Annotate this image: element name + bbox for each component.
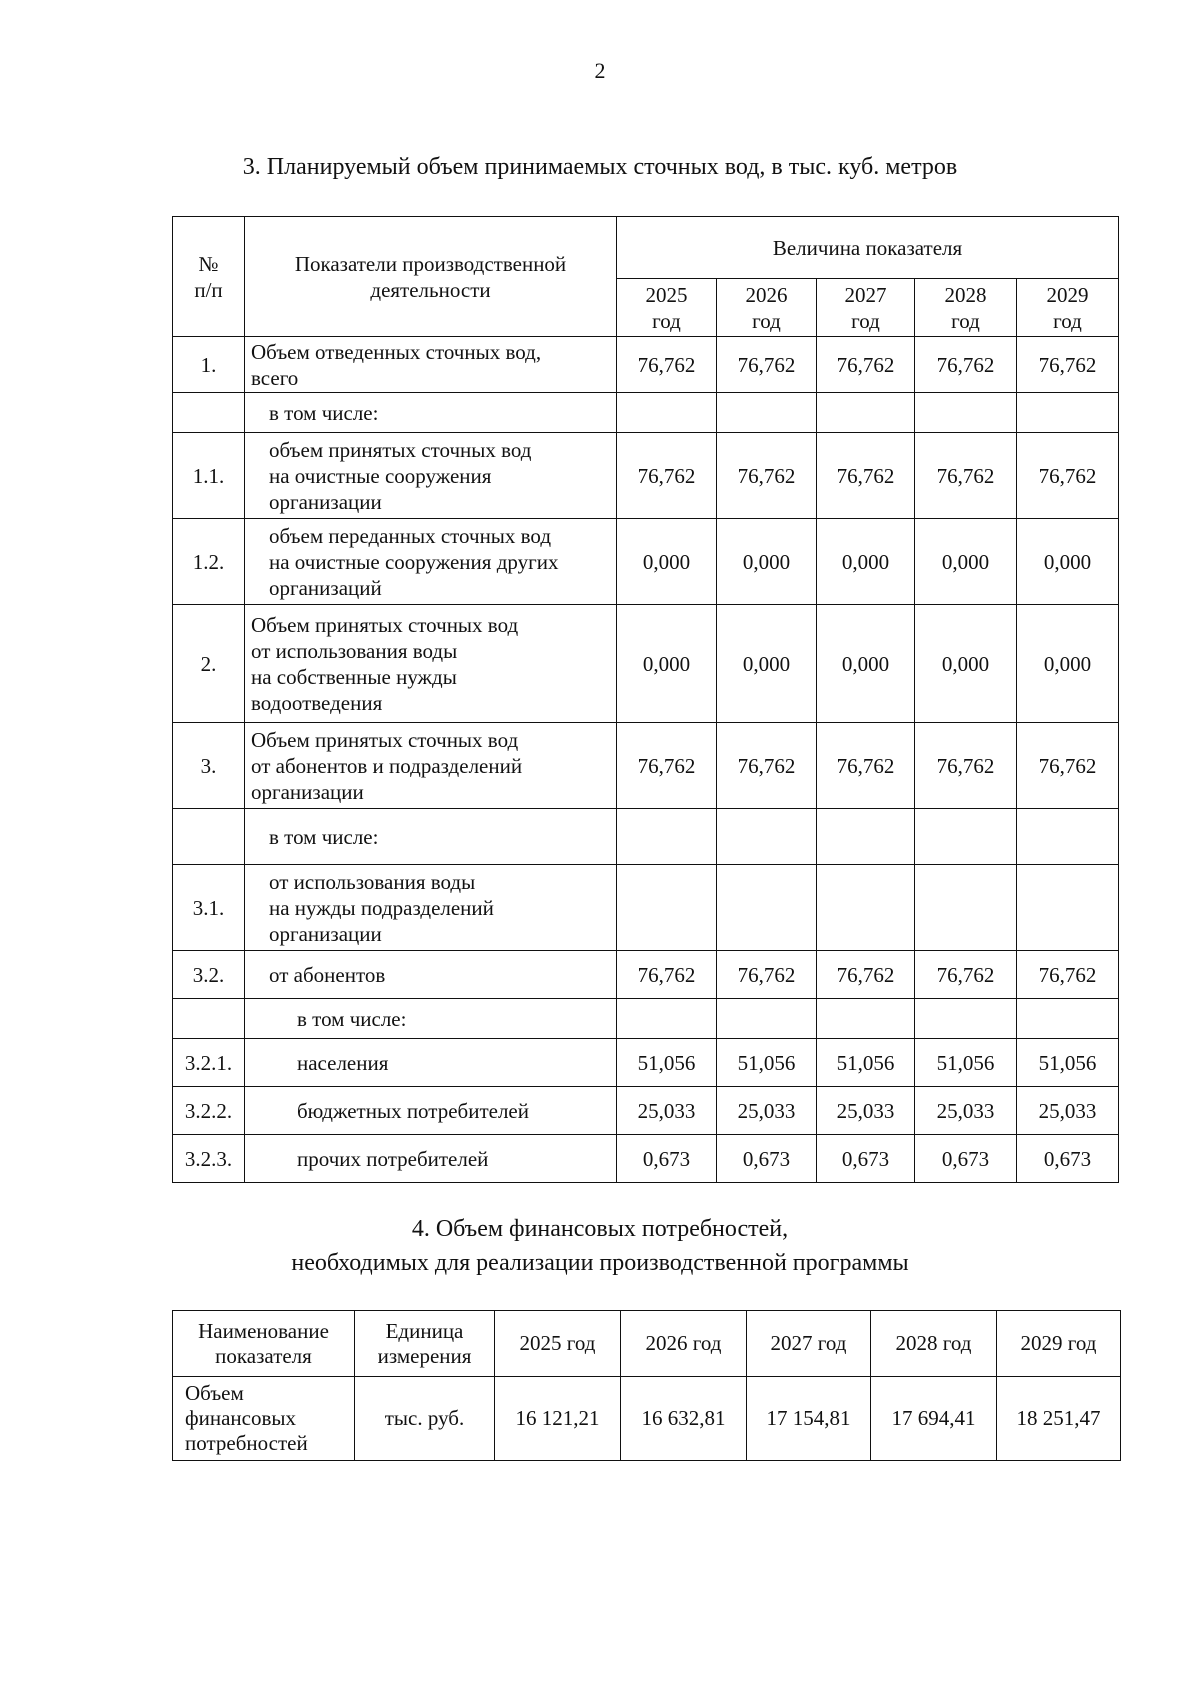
row-value: 76,762 [1017,433,1119,519]
row-value: 76,762 [617,433,717,519]
financial-needs-value: 18 251,47 [997,1377,1121,1461]
row-value [817,393,915,433]
row-value [617,999,717,1039]
row-number [173,393,245,433]
header-year: 2026 год [717,279,817,337]
row-value: 25,033 [915,1087,1017,1135]
table-row [173,1087,1119,1135]
row-value: 76,762 [817,337,915,393]
row-value: 0,000 [817,519,915,605]
row-indicator: в том числе: [245,393,617,433]
row-value: 0,673 [1017,1135,1119,1183]
header-year: 2029 год [997,1311,1121,1377]
table-row [173,605,1119,723]
table-row [173,723,1119,809]
row-value [817,865,915,951]
row-number: 1.2. [173,519,245,605]
row-number: 1.1. [173,433,245,519]
row-value: 0,000 [617,605,717,723]
row-value: 76,762 [617,723,717,809]
row-value: 0,000 [1017,519,1119,605]
row-value: 25,033 [1017,1087,1119,1135]
row-value: 51,056 [817,1039,915,1087]
row-number: 3. [173,723,245,809]
row-number: 3.2.3. [173,1135,245,1183]
header-year: 2025 год [495,1311,621,1377]
row-value: 0,000 [817,605,915,723]
row-value [817,809,915,865]
row-value [1017,999,1119,1039]
financial-needs-value: 17 154,81 [747,1377,871,1461]
row-value [717,865,817,951]
row-value [915,999,1017,1039]
table-row [173,519,1119,605]
row-value: 0,673 [617,1135,717,1183]
row-value [1017,809,1119,865]
row-value [915,809,1017,865]
table-row [173,433,1119,519]
row-number [173,809,245,865]
table-row [173,393,1119,433]
row-value [617,809,717,865]
row-value: 0,000 [1017,605,1119,723]
wastewater-table-body [173,337,1119,1183]
page-number: 2 [594,58,606,83]
row-value: 76,762 [1017,337,1119,393]
financial-needs-unit: тыс. руб. [355,1377,495,1461]
row-indicator: от абонентов [245,951,617,999]
row-value: 76,762 [617,337,717,393]
table-row [173,809,1119,865]
row-number: 3.2.2. [173,1087,245,1135]
header-indicator: Показатели производственной деятельности [245,217,617,337]
row-value: 76,762 [617,951,717,999]
row-value: 76,762 [717,723,817,809]
row-value: 76,762 [915,337,1017,393]
financial-needs-name: Объем финансовых потребностей [173,1377,355,1461]
row-number: 3.2.1. [173,1039,245,1087]
row-value: 0,673 [915,1135,1017,1183]
row-indicator: объем переданных сточных вод на очистные сооружения других организаций [245,519,617,605]
section-3-title: 3. Планируемый объем принимаемых сточных вод, в тыс. куб. метров [242,154,958,180]
header-year: 2028 год [871,1311,997,1377]
table-row [173,1135,1119,1183]
financial-needs-value: 16 632,81 [621,1377,747,1461]
row-indicator: от использования воды на нужды подразделений организации [245,865,617,951]
row-value [1017,393,1119,433]
row-number [173,999,245,1039]
table-row [173,999,1119,1039]
row-value: 0,000 [915,605,1017,723]
row-indicator: бюджетных потребителей [245,1087,617,1135]
table-row [173,1039,1119,1087]
row-value [717,999,817,1039]
row-value: 51,056 [1017,1039,1119,1087]
row-value [617,393,717,433]
section-4-title [0,1212,1200,1280]
header-year: 2029 год [1017,279,1119,337]
table-row [173,865,1119,951]
header-unit: Единица измерения [355,1311,495,1377]
header-year: 2028 год [915,279,1017,337]
section-4-title-line2: необходимых для реализации производственной программы [291,1250,909,1276]
table-row [173,951,1119,999]
row-value: 76,762 [915,433,1017,519]
row-indicator: в том числе: [245,999,617,1039]
row-value: 0,000 [915,519,1017,605]
row-value: 76,762 [717,337,817,393]
row-value [915,865,1017,951]
row-value: 0,000 [717,519,817,605]
row-value [717,809,817,865]
header-year: 2027 год [747,1311,871,1377]
section-4-title-line1: 4. Объем финансовых потребностей, [411,1216,789,1242]
row-value [617,865,717,951]
row-value: 0,000 [717,605,817,723]
row-number: 3.1. [173,865,245,951]
row-value: 76,762 [817,951,915,999]
row-indicator: населения [245,1039,617,1087]
header-value-group: Величина показателя [617,217,1119,279]
row-value: 0,673 [717,1135,817,1183]
financial-needs-table [172,1310,1121,1461]
row-value: 0,673 [817,1135,915,1183]
table-row [173,337,1119,393]
row-indicator: прочих потребителей [245,1135,617,1183]
row-value: 0,000 [617,519,717,605]
row-value: 51,056 [717,1039,817,1087]
header-year: 2027 год [817,279,915,337]
row-value: 25,033 [717,1087,817,1135]
header-name: Наименование показателя [173,1311,355,1377]
row-indicator: Объем принятых сточных вод от использования воды на собственные нужды водоотведения [245,605,617,723]
row-indicator: в том числе: [245,809,617,865]
row-number: 2. [173,605,245,723]
row-value: 51,056 [617,1039,717,1087]
financial-needs-value: 16 121,21 [495,1377,621,1461]
row-value: 76,762 [717,951,817,999]
header-year: 2026 год [621,1311,747,1377]
row-value: 51,056 [915,1039,1017,1087]
row-value: 76,762 [1017,723,1119,809]
row-value [717,393,817,433]
header-year: 2025 год [617,279,717,337]
row-value: 76,762 [817,433,915,519]
wastewater-volume-table [172,216,1119,1183]
row-value: 76,762 [817,723,915,809]
row-value: 25,033 [617,1087,717,1135]
row-value: 76,762 [1017,951,1119,999]
row-value [1017,865,1119,951]
row-value [817,999,915,1039]
row-number: 1. [173,337,245,393]
financial-needs-value: 17 694,41 [871,1377,997,1461]
row-indicator: Объем принятых сточных вод от абонентов и подразделений организации [245,723,617,809]
row-value [915,393,1017,433]
header-num: № п/п [173,217,245,337]
row-indicator: Объем отведенных сточных вод, всего [245,337,617,393]
row-indicator: объем принятых сточных вод на очистные сооружения организации [245,433,617,519]
row-value: 76,762 [717,433,817,519]
row-value: 25,033 [817,1087,915,1135]
row-value: 76,762 [915,723,1017,809]
row-number: 3.2. [173,951,245,999]
row-value: 76,762 [915,951,1017,999]
